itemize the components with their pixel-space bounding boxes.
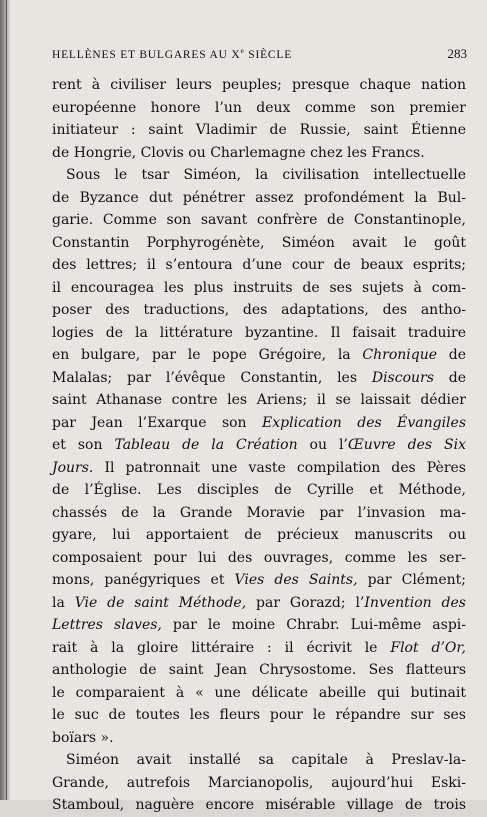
text-segment: initiateur : saint Vladimir de Russie, saint Étienne [52,122,466,138]
text-segment: poser des traductions, des adaptations, des antho- [52,302,466,318]
text-segment: garie. Comme son savant confrère de Constantinople, [52,212,466,228]
italic-title: Tableau de la Création [114,437,298,453]
text-segment: européenne honore l’un deux comme son premier [52,99,466,116]
running-head [52,46,292,61]
text-segment: Constantin Porphyrogénète, Siméon avait le goût [52,234,466,251]
text-line [52,344,466,367]
text-segment: Stamboul, naguère encore misérable village de trois [52,797,466,813]
text-segment: mons, panégyriques et [52,572,235,588]
text-segment: logies de la littérature byzantine. Il faisait traduire [52,324,466,341]
text-line [52,434,466,457]
text-line [52,569,466,592]
text-line [52,97,466,120]
italic-title: Œuvre des Six [347,437,466,453]
text-segment: anthologie de saint Jean Chrysostome. Ses flatteurs [52,662,466,678]
text-line [52,299,466,322]
text-segment: il encouragea les plus instruits de ses sujets à com- [52,279,466,296]
running-head-superscript: e [240,46,245,56]
text-segment: Grande, autrefois Marcianopolis, aujourd’hui Eski- [52,774,466,791]
text-segment: de [437,347,467,363]
text-segment: par Clément; [357,572,467,588]
italic-title: Flot d’Or, [390,639,466,656]
text-segment: par le moine Chrabr. Lui-même aspi- [161,617,466,633]
text-segment: et son [52,437,115,453]
text-segment: chassés de la Grande Moravie par l’invasion ma- [52,504,466,521]
text-segment: des lettres; il s’entoura d’une cour de beaux esprits; [52,257,466,273]
text-segment: ou l’ [297,437,348,453]
text-line [52,367,466,390]
text-line [52,772,466,795]
text-segment: Sous le tsar Siméon, la civilisation intellectuelle [66,167,466,183]
text-segment: de Hongrie, Clovis ou Charlemagne chez les Francs. [52,144,425,161]
text-line [52,142,466,165]
italic-title: Jours. [52,459,94,476]
text-segment: le comparaient à « une délicate abeille qui butinait [52,684,466,701]
text-line [52,502,466,525]
text-line [52,704,466,727]
text-segment: composaient pour lui des ouvrages, comme les ser- [52,549,466,566]
text-segment: de [433,369,466,386]
italic-title: Vies des Saints, [234,572,358,588]
text-segment: par Gorazd; l’ [246,594,365,611]
text-line [52,659,466,682]
text-line [52,727,466,750]
text-line [52,592,466,615]
text-segment: Malalas; par l’évêque Constantin, les [52,369,372,386]
text-segment: de l’Église. Les disciples de Cyrille et Méthode, [52,482,466,498]
binding-gutter [0,0,10,800]
text-line [52,524,466,547]
running-head-text: HELLÈNES ET BULGARES AU X [52,49,241,61]
text-line [52,187,466,210]
italic-title: Invention des [364,594,466,611]
text-segment: de Byzance dut pénétrer assez profondément la Bul- [52,189,466,206]
text-line [52,232,466,255]
text-line [52,547,466,570]
body-text [52,74,466,817]
text-segment: la [52,594,75,611]
text-segment: en bulgare, par le pope Grégoire, la [52,347,363,363]
text-segment: le suc de toutes les fleurs pour le répandre sur ses [52,707,466,723]
text-line [52,749,466,772]
running-head-text-end: SIÈCLE [244,49,293,61]
text-line [52,614,466,637]
text-segment: saint Athanase contre les Ariens; il se laissait dédier [52,392,466,408]
italic-title: Vie de saint Méthode, [74,594,247,611]
binding-edge-line [6,0,7,800]
text-line [52,682,466,705]
text-line [52,412,466,435]
text-line [52,389,466,412]
text-line [52,254,466,277]
italic-title: Chronique [362,347,438,363]
text-line [52,277,466,300]
text-segment: Siméon avait installé sa capitale à Preslav-la- [66,752,466,768]
page-number: 283 [447,46,467,61]
text-line [52,479,466,502]
text-line [52,457,466,480]
text-segment: rait à la gloire littéraire : il écrivit le [52,639,391,656]
text-segment: par Jean l’Exarque son [52,414,263,431]
italic-title: Lettres slaves, [52,617,162,633]
page-header [52,46,467,64]
text-segment: Il patronnait une vaste compilation des Pères [93,459,466,476]
italic-title: Explication des Évangiles [262,414,467,431]
text-segment: rent à civiliser leurs peuples; presque chaque nation [52,77,466,93]
text-line [52,164,466,187]
text-line [52,209,466,232]
text-line [52,74,466,97]
text-line [52,322,466,345]
text-line [52,637,466,660]
italic-title: Discours [371,369,434,386]
text-line [52,794,466,817]
text-line [52,119,466,142]
text-segment: gyare, lui apportaient de précieux manuscrits ou [52,527,466,543]
text-segment: boïars ». [52,729,114,746]
